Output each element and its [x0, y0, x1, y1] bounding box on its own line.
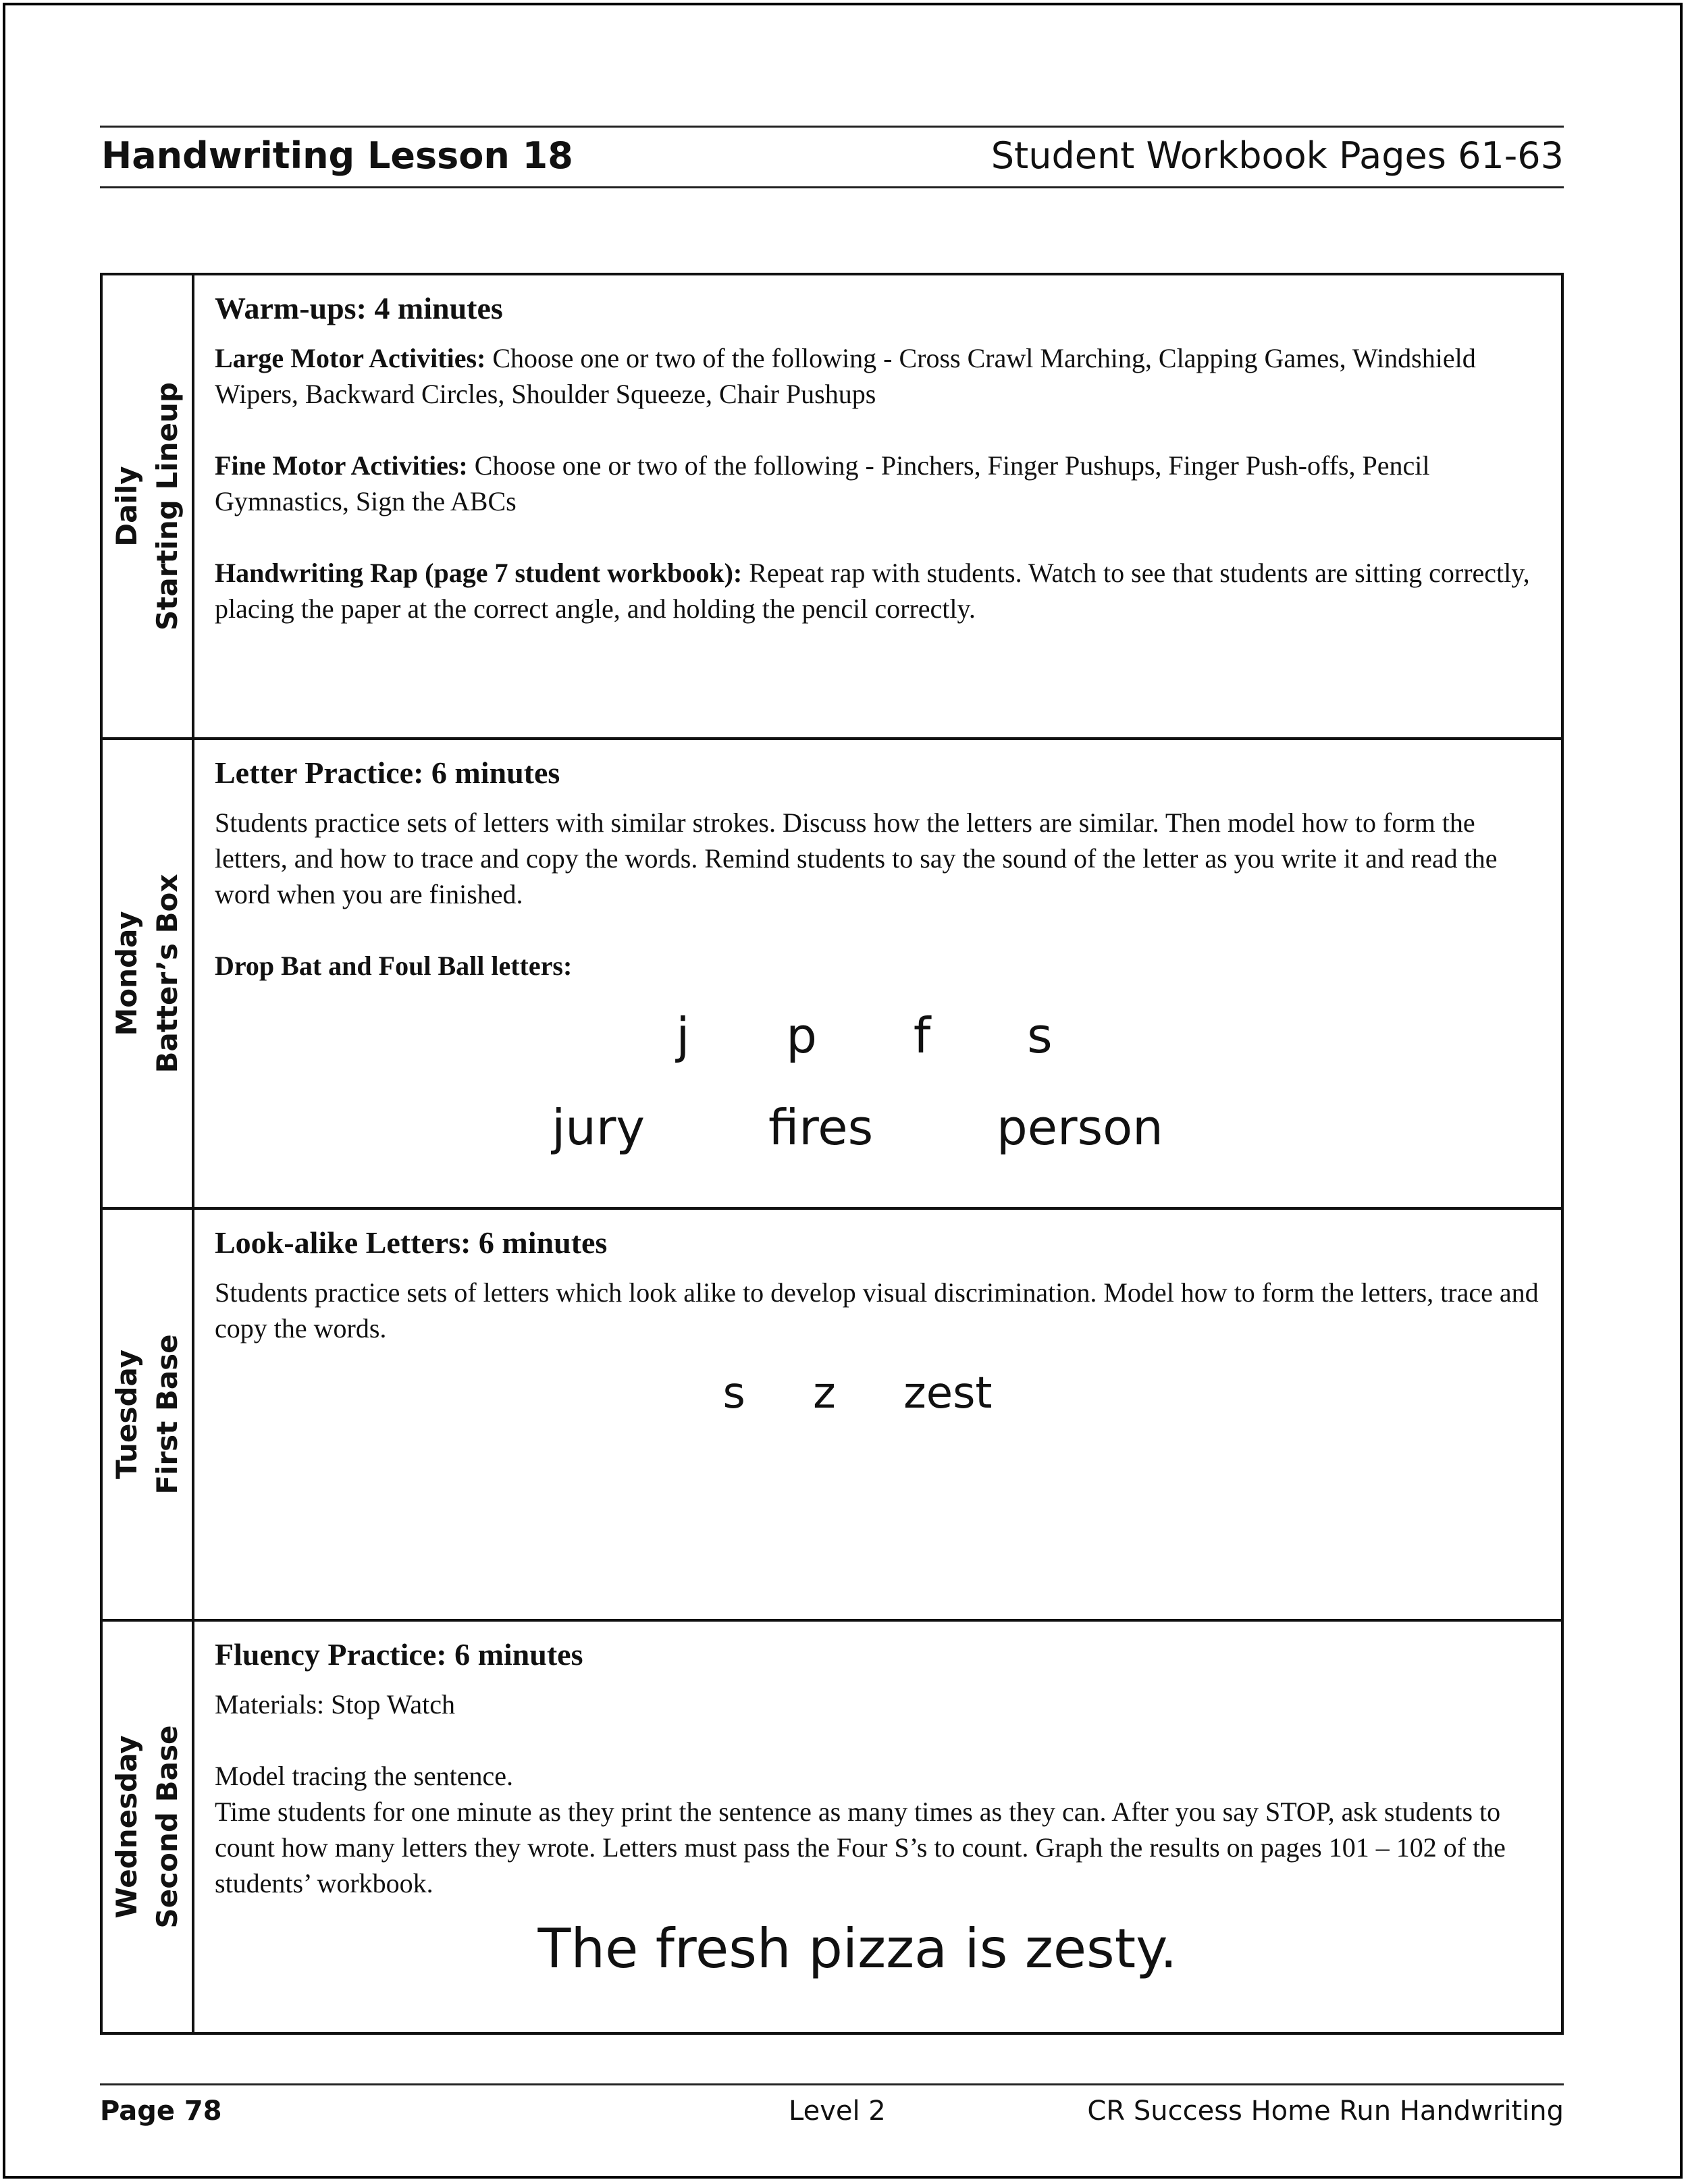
section-heading: Warm-ups: 4 minutes — [215, 291, 503, 325]
practice-word: jury — [552, 1099, 645, 1156]
day-subtitle: Second Base — [151, 1725, 184, 1929]
paragraph: Students practice sets of letters which look alike to develop visual discrimination. Model how to form the letters, trace and copy the words. — [215, 1277, 1539, 1343]
day-name: Daily — [110, 466, 143, 547]
day-name: Tuesday — [110, 1350, 143, 1479]
section-heading: Fluency Practice: 6 minutes — [215, 1637, 583, 1672]
day-label — [107, 1726, 188, 1929]
paragraph-lead: Fine Motor Activities: — [215, 450, 468, 481]
paragraph-text: Repeat rap with students. Watch to see that students are sitting correctly, placing the paper at the correct angle, and holding the pencil correctly. — [215, 558, 1530, 624]
day-label — [107, 382, 188, 631]
day-subtitle: Batter’s Box — [151, 874, 184, 1073]
lesson-table — [100, 273, 1564, 2035]
section-daily — [103, 275, 1561, 737]
section-content — [215, 1222, 1541, 1607]
practice-word: fires — [768, 1099, 874, 1156]
paragraph: Materials: Stop Watch — [215, 1689, 455, 1720]
section-content — [215, 752, 1541, 1198]
paragraph-lead: Large Motor Activities: — [215, 343, 486, 373]
paragraph-lead: Handwriting Rap (page 7 student workbook): — [215, 558, 743, 588]
practice-word: zest — [903, 1368, 993, 1418]
day-label — [107, 874, 188, 1073]
paragraph-text: Choose one or two of the following - Cross Crawl Marching, Clapping Games, Windshield Wipers, Backward Circles, Shoulder Squeeze, Chair Pushups — [215, 343, 1476, 409]
paragraph — [215, 948, 1541, 984]
day-name: Monday — [110, 911, 143, 1036]
paragraph-lead: Drop Bat and Foul Ball letters: — [215, 951, 573, 981]
paragraph-text: Choose one or two of the following - Pinchers, Finger Pushups, Finger Push-offs, Pencil Gymnastics, Sign the ABCs — [215, 450, 1430, 516]
day-column — [103, 275, 194, 737]
day-name: Wednesday — [110, 1735, 143, 1919]
paragraph: Time students for one minute as they print the sentence as many times as they can. After you say STOP, ask students to count how many letters they wrote. Letters must pass the Four S’s to count. Graph the results on pages 101 – 102 of the students’ workbook. — [215, 1796, 1506, 1898]
workbook-pages: Student Workbook Pages 61-63 — [991, 134, 1564, 177]
day-subtitle: Starting Lineup — [151, 382, 184, 631]
paragraph — [215, 340, 1541, 412]
day-column — [103, 1210, 194, 1619]
section-heading: Look-alike Letters: 6 minutes — [215, 1225, 608, 1260]
practice-letter: p — [786, 1007, 817, 1064]
section-tuesday — [103, 1207, 1561, 1619]
practice-letter: z — [813, 1368, 836, 1418]
practice-letter: s — [722, 1368, 745, 1418]
header-bottom-rule — [100, 186, 1564, 188]
section-monday — [103, 737, 1561, 1207]
fluency-sentence: The fresh pizza is zesty. — [537, 1917, 1178, 1980]
paragraph — [215, 448, 1541, 519]
lesson-title: Handwriting Lesson 18 — [101, 134, 573, 177]
page-number: Page 78 — [100, 2096, 222, 2127]
level-label: Level 2 — [789, 2096, 886, 2127]
section-heading: Letter Practice: 6 minutes — [215, 755, 560, 790]
day-column — [103, 1622, 194, 2032]
footer-rule — [100, 2083, 1564, 2085]
practice-letter: j — [676, 1007, 690, 1064]
practice-word: person — [997, 1099, 1163, 1156]
section-content — [215, 1634, 1541, 2025]
publication-name: CR Success Home Run Handwriting — [1087, 2096, 1564, 2127]
paragraph: Model tracing the sentence. — [215, 1761, 514, 1791]
practice-letters — [188, 1007, 1541, 1064]
section-content — [215, 288, 1541, 662]
day-label — [107, 1334, 188, 1494]
practice-letter: f — [913, 1007, 931, 1064]
section-wednesday — [103, 1619, 1561, 2032]
practice-letter: s — [1027, 1007, 1053, 1064]
paragraph: Students practice sets of letters with similar strokes. Discuss how the letters are similar. Then model how to form the letters, and how to trace and copy the words. Remind students to say the sound of the letter as you write it and read the word when you are finished. — [215, 807, 1498, 909]
paragraph — [215, 555, 1541, 627]
practice-letters — [174, 1368, 1541, 1418]
practice-words — [174, 1099, 1541, 1156]
day-subtitle: First Base — [151, 1334, 184, 1495]
